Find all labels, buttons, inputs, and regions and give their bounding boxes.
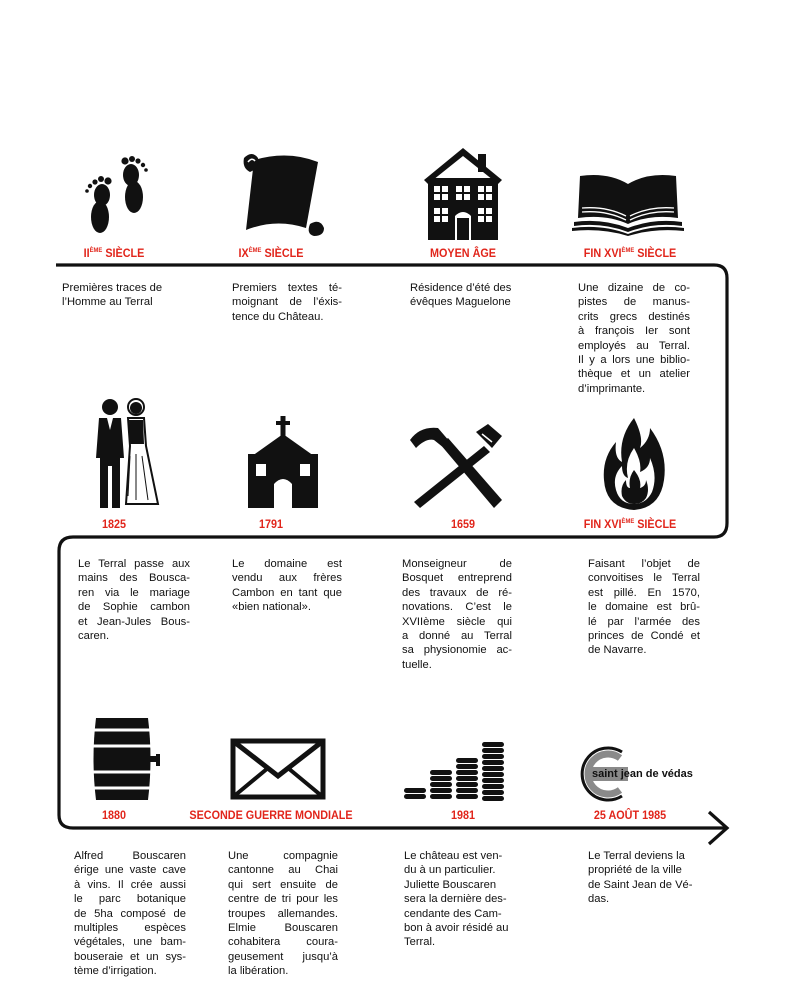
label-main: FIN XVI bbox=[583, 517, 622, 531]
description-line: das. bbox=[588, 893, 610, 906]
label-main: 25 AOÛT 1985 bbox=[593, 808, 667, 822]
description-line: a donné au Terral bbox=[402, 630, 512, 643]
description-line: tème d’irrigation. bbox=[74, 965, 157, 978]
wedding-couple-icon bbox=[92, 396, 164, 508]
barrel-icon bbox=[86, 716, 166, 802]
description-line: Cambon en tant que bbox=[232, 586, 342, 599]
description-line: et Jean-Jules Bous- bbox=[78, 615, 190, 628]
description-line: évêques Maguelone bbox=[410, 296, 511, 309]
description-line: Le château est ven- bbox=[404, 850, 503, 862]
hammer-screwdriver-icon bbox=[406, 424, 506, 510]
timeline-label bbox=[181, 246, 361, 260]
description-line: est pillé. En 1570, bbox=[588, 586, 700, 599]
timeline-label bbox=[373, 246, 553, 260]
description-line: princes de Condé et bbox=[588, 630, 700, 643]
description-line: thèque et un atelier bbox=[578, 368, 690, 381]
description-line: Bosquet entreprend bbox=[402, 572, 512, 585]
description-line: caren. bbox=[78, 630, 110, 643]
description-line: employés au Terral. bbox=[578, 339, 690, 352]
description-line: Faisant l’objet de bbox=[588, 558, 700, 570]
label-main: SECONDE GUERRE MONDIALE bbox=[189, 808, 353, 822]
label-rest: SIÈCLE bbox=[261, 246, 304, 260]
description-line: de Navarre. bbox=[588, 644, 647, 657]
description-line: des travaux de ré- bbox=[402, 586, 512, 599]
description-line: Le Terral passe aux bbox=[78, 558, 190, 570]
timeline-description bbox=[232, 281, 342, 324]
description-line: Premières traces de bbox=[62, 282, 163, 294]
description-line: bon à avoir résidé au bbox=[404, 922, 509, 935]
logo-text: saint jean de védas bbox=[592, 768, 693, 780]
description-line: cantonne au Chai bbox=[228, 864, 338, 877]
description-line: végétales, une bam- bbox=[74, 936, 186, 949]
description-line: Résidence d’été des bbox=[410, 282, 512, 294]
timeline-label bbox=[181, 808, 361, 822]
timeline-description bbox=[402, 557, 512, 672]
description-line: geusement jusqu’à bbox=[228, 950, 338, 963]
description-line: érige une vaste cave bbox=[74, 864, 186, 877]
label-main: FIN XVI bbox=[583, 246, 622, 260]
description-line: de 5ha composé de bbox=[74, 907, 186, 920]
description-line: centre de tri pour les bbox=[228, 893, 338, 906]
description-line: lé par l’armée des bbox=[588, 615, 700, 628]
description-line: troupes allemandes. bbox=[228, 907, 338, 920]
label-main: MOYEN ÂGE bbox=[429, 246, 497, 260]
scroll-icon bbox=[238, 148, 328, 240]
description-line: Elmie Bouscaren bbox=[228, 922, 338, 935]
description-line: convoitises le Terral bbox=[588, 572, 700, 585]
description-line: tence du Château. bbox=[232, 310, 324, 323]
label-main: 1981 bbox=[450, 808, 476, 822]
description-line: à françois Ier sont bbox=[578, 325, 690, 338]
description-line: tuelle. bbox=[402, 658, 432, 671]
envelope-icon bbox=[230, 738, 326, 800]
description-line: vendu aux frères bbox=[232, 572, 342, 585]
description-line: Le domaine est bbox=[232, 558, 342, 570]
label-main: 1880 bbox=[101, 808, 127, 822]
description-line: crits grecs destinés bbox=[578, 310, 690, 323]
timeline-label bbox=[181, 517, 361, 531]
description-line: à vins. Il crée aussi bbox=[74, 878, 186, 891]
house-icon bbox=[422, 146, 504, 240]
description-line: multiples espèces bbox=[74, 922, 186, 935]
timeline-description bbox=[588, 849, 700, 907]
description-line: Terral. bbox=[404, 936, 436, 949]
description-line: sera la dernière des- bbox=[404, 893, 507, 906]
label-superscript: ÈME bbox=[621, 247, 635, 254]
description-line: de Sophie cambon bbox=[78, 601, 190, 614]
timeline-description bbox=[62, 281, 174, 310]
timeline-label bbox=[373, 808, 553, 822]
description-line: d’imprimante. bbox=[578, 382, 646, 395]
description-line: de Saint Jean de Vé- bbox=[588, 878, 693, 891]
label-superscript: ÈME bbox=[621, 518, 635, 525]
coin-stacks-icon bbox=[402, 740, 512, 802]
description-line: moignant de l’éxis- bbox=[232, 296, 342, 309]
description-line: l’Homme au Terral bbox=[62, 296, 153, 309]
description-line: Alfred Bouscaren bbox=[74, 850, 186, 862]
timeline-label bbox=[373, 517, 553, 531]
church-icon bbox=[244, 416, 322, 508]
description-line: cohabitera coura- bbox=[228, 936, 338, 949]
label-superscript: ÈME bbox=[89, 247, 103, 254]
description-line: Premiers textes té- bbox=[232, 282, 342, 294]
description-line: la libération. bbox=[228, 965, 289, 978]
fire-icon bbox=[600, 418, 668, 510]
timeline-description bbox=[78, 557, 190, 643]
timeline-label bbox=[540, 808, 720, 822]
description-line: qui sert ensuite de bbox=[228, 878, 338, 891]
description-line: ren via le mariage bbox=[78, 586, 190, 599]
label-main: 1791 bbox=[258, 517, 284, 531]
timeline-description bbox=[404, 849, 514, 950]
description-line: cendante des Cam- bbox=[404, 907, 502, 920]
timeline-label bbox=[24, 517, 204, 531]
book-icon bbox=[572, 170, 684, 236]
timeline-description bbox=[74, 849, 186, 979]
description-line: pistes de manus- bbox=[578, 296, 690, 309]
timeline-description bbox=[228, 849, 338, 979]
label-rest: SIÈCLE bbox=[102, 246, 145, 260]
timeline-label bbox=[540, 246, 720, 260]
description-line: Une compagnie bbox=[228, 850, 338, 862]
description-line: le domaine est brû- bbox=[588, 601, 700, 614]
description-line: Monseigneur de bbox=[402, 558, 512, 570]
description-line: mains des Bousca- bbox=[78, 572, 190, 585]
label-rest: SIÈCLE bbox=[634, 246, 677, 260]
description-line: Juliette Bouscaren bbox=[404, 878, 497, 891]
label-main: IX bbox=[238, 246, 249, 260]
timeline-label bbox=[24, 808, 204, 822]
description-line: novations. C’est le bbox=[402, 601, 512, 614]
description-line: sa physionomie ac- bbox=[402, 644, 512, 657]
timeline-description bbox=[410, 281, 520, 310]
description-line: bouseraie et un sys- bbox=[74, 950, 186, 963]
timeline-description bbox=[588, 557, 700, 658]
description-line: propriété de la ville bbox=[588, 864, 682, 877]
timeline-description bbox=[578, 281, 690, 396]
label-main: 1659 bbox=[450, 517, 476, 531]
label-superscript: ÈME bbox=[248, 247, 262, 254]
saint-jean-de-vedas-logo bbox=[574, 744, 714, 804]
description-line: Il y a lors une biblio- bbox=[578, 354, 690, 367]
description-line: Le Terral deviens la bbox=[588, 850, 685, 862]
description-line: «bien national». bbox=[232, 601, 312, 614]
label-main: 1825 bbox=[101, 517, 127, 531]
description-line: Une dizaine de co- bbox=[578, 282, 690, 294]
description-line: XVIIème siècle qui bbox=[402, 615, 512, 628]
description-line: le parc botanique bbox=[74, 893, 186, 906]
timeline-description bbox=[232, 557, 342, 615]
description-line: du à un particulier. bbox=[404, 864, 496, 877]
footprints-icon bbox=[80, 145, 160, 240]
label-main: II bbox=[83, 246, 90, 260]
timeline-label bbox=[24, 246, 204, 260]
label-rest: SIÈCLE bbox=[634, 517, 677, 531]
timeline-label bbox=[540, 517, 720, 531]
